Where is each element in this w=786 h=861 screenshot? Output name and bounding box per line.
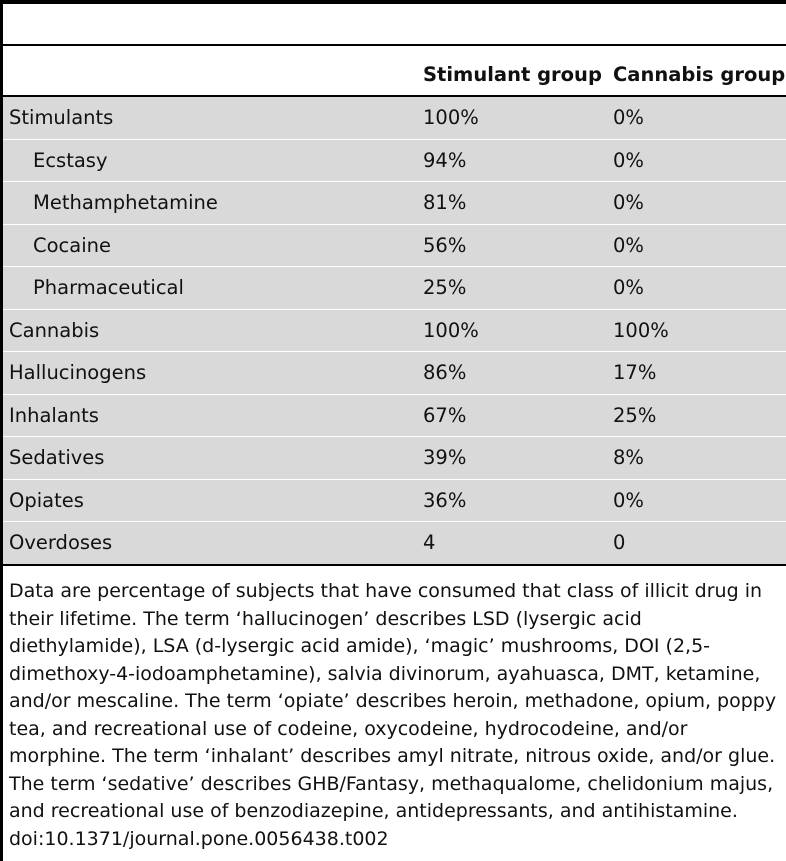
row-label: Overdoses bbox=[3, 522, 423, 565]
row-label: Pharmaceutical bbox=[3, 267, 423, 310]
stimulant-group-value: 100% bbox=[423, 309, 613, 352]
table-row bbox=[3, 224, 786, 267]
row-label: Methamphetamine bbox=[3, 182, 423, 225]
cannabis-group-value: 100% bbox=[613, 309, 786, 352]
table-row bbox=[3, 139, 786, 182]
stimulant-group-value: 39% bbox=[423, 437, 613, 480]
header-top-rule bbox=[0, 44, 786, 46]
cannabis-group-value: 17% bbox=[613, 352, 786, 395]
cannabis-group-value: 0 bbox=[613, 522, 786, 565]
footnote-doi: doi:10.1371/journal.pone.0056438.t002 bbox=[9, 827, 389, 850]
cannabis-group-value: 8% bbox=[613, 437, 786, 480]
header-label-cell bbox=[3, 53, 423, 96]
cannabis-group-value: 0% bbox=[613, 224, 786, 267]
stimulant-group-value: 86% bbox=[423, 352, 613, 395]
table-row bbox=[3, 182, 786, 225]
stimulant-group-value: 25% bbox=[423, 267, 613, 310]
footnote-text: Data are percentage of subjects that have consumed that class of illicit drug in their lifetime. The term ‘hallucinogen’ describes LSD (lysergic acid diethylamide), LSA (d-lysergic acid amide), ‘magic’ mushrooms, DOI (2,5-dimethoxy-4-iodoamphetamine), salvia divinorum, ayahuasca, DMT, ketamine, and/or mescaline. The term ‘opiate’ describes heroin, methadone, opium, poppy tea, and recreational use of codeine, oxycodeine, hydrocodeine, and/or morphine. The term ‘inhalant’ describes amyl nitrate, nitrous oxide, and/or glue. The term ‘sedative’ describes GHB/Fantasy, methaqualome, chelidonium majus, and recreational use of benzodiazepine, antidepressants, and antihistamine. bbox=[9, 580, 777, 822]
table-row bbox=[3, 267, 786, 310]
row-label: Cannabis bbox=[3, 309, 423, 352]
table-row bbox=[3, 479, 786, 522]
header-stimulant-group: Stimulant group bbox=[423, 53, 613, 96]
header-cannabis-group: Cannabis group bbox=[613, 53, 786, 96]
row-label: Stimulants bbox=[3, 96, 423, 139]
drug-use-table bbox=[3, 53, 786, 566]
cannabis-group-value: 0% bbox=[613, 267, 786, 310]
row-label: Opiates bbox=[3, 479, 423, 522]
row-label: Sedatives bbox=[3, 437, 423, 480]
table-footnote bbox=[9, 578, 781, 853]
stimulant-group-value: 100% bbox=[423, 96, 613, 139]
cannabis-group-value: 25% bbox=[613, 394, 786, 437]
table-body bbox=[3, 96, 786, 565]
row-label: Cocaine bbox=[3, 224, 423, 267]
table-row bbox=[3, 437, 786, 480]
cannabis-group-value: 0% bbox=[613, 96, 786, 139]
top-rule bbox=[0, 0, 786, 4]
table-header-row bbox=[3, 53, 786, 96]
table-row bbox=[3, 309, 786, 352]
table-row bbox=[3, 394, 786, 437]
cannabis-group-value: 0% bbox=[613, 479, 786, 522]
cannabis-group-value: 0% bbox=[613, 139, 786, 182]
stimulant-group-value: 36% bbox=[423, 479, 613, 522]
stimulant-group-value: 67% bbox=[423, 394, 613, 437]
stimulant-group-value: 81% bbox=[423, 182, 613, 225]
stimulant-group-value: 4 bbox=[423, 522, 613, 565]
table-row bbox=[3, 96, 786, 139]
table-row bbox=[3, 522, 786, 565]
cannabis-group-value: 0% bbox=[613, 182, 786, 225]
row-label: Inhalants bbox=[3, 394, 423, 437]
stimulant-group-value: 94% bbox=[423, 139, 613, 182]
table-row bbox=[3, 352, 786, 395]
stimulant-group-value: 56% bbox=[423, 224, 613, 267]
row-label: Hallucinogens bbox=[3, 352, 423, 395]
row-label: Ecstasy bbox=[3, 139, 423, 182]
